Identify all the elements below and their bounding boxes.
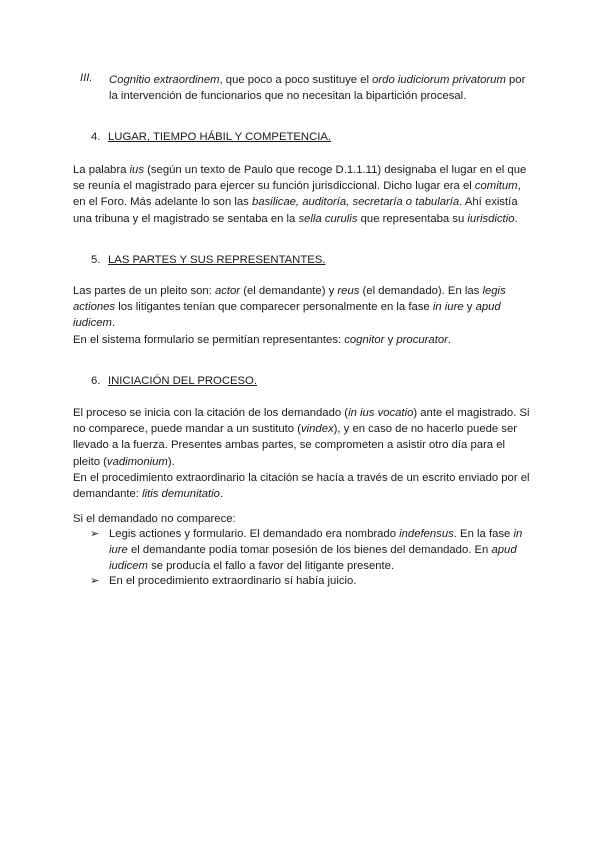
- section4-title: LUGAR, TIEMPO HÁBIL Y COMPETENCIA.: [108, 131, 332, 143]
- section6-title: INICIACIÓN DEL PROCESO.: [108, 375, 257, 387]
- arrow-bullet-icon: ➢: [90, 575, 100, 587]
- list-item-text: Legis actiones y formulario. El demandado era nombrado indefensus. En la fase in iure el demandante podía tomar posesión de los bienes del demandado. En apud iudicem se producía el fallo a favor del litigante presente.: [109, 528, 523, 573]
- list-item-text: En el procedimiento extraordinario sí había juicio.: [109, 575, 357, 587]
- section6-heading: [91, 375, 257, 387]
- section5-number: 5.: [91, 254, 101, 266]
- section6-number: 6.: [91, 375, 101, 387]
- section4-heading: [91, 131, 331, 143]
- term-cognitio: Cognitio extraordinem: [109, 74, 220, 86]
- section5-title: LAS PARTES Y SUS REPRESENTANTES.: [108, 254, 326, 266]
- arrow-bullet-icon: ➢: [90, 528, 100, 540]
- section6-paragraph: El proceso se inicia con la citación de los demandado (in ius vocatio) ante el magistrado. Si no comparece, puede mandar a un sustituto (vindex), y en caso de no hacerlo puede ser llevado a la fuerza. Presentes ambas partes, se comprometen a asistir otro día para el pleito (vadimonium). En el procedimiento extraordinario la citación se hacía a través de un escrito enviado por el demandante: litis demunitatio.: [73, 407, 530, 501]
- section4-number: 4.: [91, 131, 101, 143]
- section4-paragraph: La palabra ius (según un texto de Paulo que recoge D.1.1.11) designaba el lugar en el que se reunía el magistrado para ejercer su función jurisdiccional. Dicho lugar era el comitum, en el Foro. Más adelante lo son las basilicae, auditoría, secretaría o tabularía. Ahí existía una tribuna y el magistrado se sentaba en la sella curulis que representaba su iurisdictio.: [73, 164, 527, 225]
- section3-paragraph: Cognitio extraordinem, que poco a poco sustituye el ordo iudiciorum privatorum por la intervención de funcionarios que no necesitan la bipartición procesal.: [109, 74, 526, 103]
- roman-numeral: III.: [80, 72, 93, 84]
- section5-paragraph: Las partes de un pleito son: actor (el demandante) y reus (el demandado). En las legis actiones los litigantes tenían que comparecer personalmente en la fase in iure y apud iudicem. En el sistema formulario se permitían representantes: cognitor y procurator.: [73, 285, 506, 346]
- term-ordo: ordo iudiciorum privatorum: [372, 74, 506, 86]
- section6-intro: Si el demandado no comparece:: [73, 513, 236, 525]
- section5-heading: [91, 254, 325, 266]
